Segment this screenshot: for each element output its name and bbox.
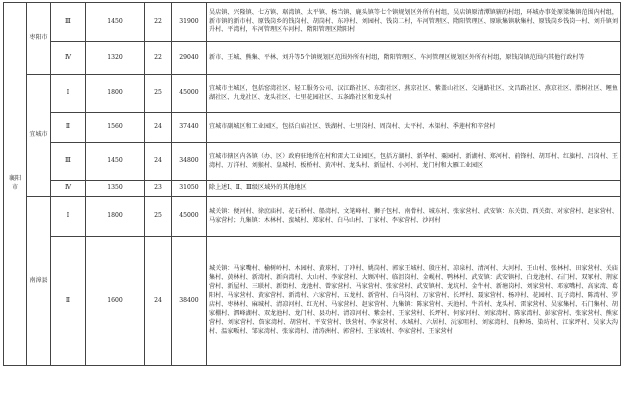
grade-cell: Ⅱ	[51, 113, 86, 143]
area-description-cell: 吴店镇、兴隆镇、七方镇、琚湾镇、太平镇、杨当镇、鹿头镇等七个镇规划区外所有村组，吴店镇原清潭镇辖的村组，环城办事处原梁集镇范围内村组，新市镇的新市村、原钱岗乡的钱岗村、胡岗村、东冲村、刘园村、钱岗二村，车河管理区、隋阳管理区、原耿集镇耿集村、原钱岗乡钱岗一村、刘升镇刘升村、平湾村，车河管理区车河村、隋阳管理区隋阳村	[207, 3, 621, 42]
price-cell: 1560	[86, 113, 145, 143]
table-row	[4, 42, 621, 75]
table-row	[4, 3, 621, 42]
area-description-cell: 新市、王城、熊集、平林、刘升等5个镇规划区范围外所有村组，隋阳管理区、车河管理区规划区外所有村组，原钱岗镇范围内其他行政村等	[207, 42, 621, 75]
grade-cell: Ⅳ	[51, 42, 86, 75]
years-cell: 24	[145, 113, 172, 143]
value-cell: 37440	[172, 113, 207, 143]
table-row	[4, 237, 621, 366]
county-name-cell: 宜城市	[27, 75, 51, 197]
value-cell: 34800	[172, 143, 207, 181]
grade-cell: Ⅲ	[51, 3, 86, 42]
area-description-cell: 城关镇：便河村、徐庶庙村、花石桥村、船湾村、文笔峰村、狮子包村、南骨村、城东村、张家营村、武安镇：东关街、西关街、对家营村、赵家营村、马家营村；九集镇：木林村、蛮城村、郑家村、白马山村、丁家村、李家营村、沙河村	[207, 197, 621, 237]
table-row	[4, 143, 621, 181]
area-description-cell: 宜城市副城区和工业园区，包括白庙社区、铁湖村、七里岗村、周岗村、太平村、木渠村、季莲村和辛营村	[207, 113, 621, 143]
price-cell: 1600	[86, 237, 145, 366]
price-cell: 1800	[86, 197, 145, 237]
grade-cell: Ⅳ	[51, 181, 86, 197]
area-description-cell: 城关镇：马家嘴村、榆树岭村、木园村、黄球村、丁冲村、姚岗村、郭家王城村、殷庄村、凉泉村、清河村、大河村、王山村、张林村、田家营村、关庙集村、黄林村、新湾村、新向湾村、大山村、李家营村、大顾冲村、临沮岗村、金岘村、鸭林村、武安镇：武安镇村、白龙池村、石门村、双冢村、荆家营村、新屋村、三联村、新街村、龙池村、曾家营村、马家营村、张家营村、武安镇村、龙坑村、金牛村、新塘岗村、刘家营村、邓家嘴村、高家湾、葛阳村、马家营村、黄家营村、新湾村、六家营村、五龙村、新营村、白马岗村、万家营村、长坪村、聂家营村、杨冲村、花园村、瓦子湾村、陈湾村、罗店村、枣林村、麻城村、清凉河村、红光村、马家营村、赵家营村、九集镇：陈家营村、天池村、牛首村、龙头村、雷家营村、吴家集村、石门集村、胡家棚村、泗峰湖村、双龙池村、龙门村、县功村、清凉河村、紫金村、王家营村、长坪村、何家河村、刘家湾村、陈家湾村、彭家营村、张家营村、熊家营村、刘家营村、詹家湾村、胡营村、平安营村、铁营村、李家营村、水城村、六居村、沅家咀村、刘家湾村、良种场、染坊村、江家坪村、吴家大沟村、温家畈村、邹家湾村、张家湾村、清涛洲村、郭营村、王家坡村、李家营村、王家营村	[207, 237, 621, 366]
table-body	[4, 3, 621, 366]
value-cell: 38400	[172, 237, 207, 366]
value-cell: 29040	[172, 42, 207, 75]
value-cell: 45000	[172, 197, 207, 237]
grade-cell: Ⅱ	[51, 237, 86, 366]
table-row	[4, 75, 621, 113]
years-cell: 25	[145, 75, 172, 113]
years-cell: 22	[145, 3, 172, 42]
value-cell: 45000	[172, 75, 207, 113]
years-cell: 22	[145, 42, 172, 75]
value-cell: 31900	[172, 3, 207, 42]
price-cell: 1320	[86, 42, 145, 75]
grade-cell: Ⅰ	[51, 75, 86, 113]
page	[3, 2, 621, 413]
price-cell: 1350	[86, 181, 145, 197]
table-row	[4, 181, 621, 197]
price-cell: 1450	[86, 143, 145, 181]
price-cell: 1800	[86, 75, 145, 113]
grade-cell: Ⅲ	[51, 143, 86, 181]
grade-cell: Ⅰ	[51, 197, 86, 237]
years-cell: 25	[145, 197, 172, 237]
city-name-cell: 襄阳市	[4, 3, 27, 366]
price-cell: 1450	[86, 3, 145, 42]
table-row	[4, 113, 621, 143]
years-cell: 23	[145, 181, 172, 197]
years-cell: 24	[145, 237, 172, 366]
area-description-cell: 除上述Ⅰ、Ⅱ、Ⅲ级区域外的其他地区	[207, 181, 621, 197]
table-row	[4, 197, 621, 237]
value-cell: 31050	[172, 181, 207, 197]
land-price-table	[3, 2, 621, 366]
area-description-cell: 宜城市辖区内各镇（办、区）政府驻地所在村和雷大工业园区，包括方湖村、新华村、粟园村、新湖村、郑河村、前锋村、胡耳村、红旗村、吕岗村、王湾村、万洋村、刘猴村、皇城村、板桥村、黄冲村、龙头村、新屋村、小河村、龙门村和大雁工业园区	[207, 143, 621, 181]
county-name-cell: 枣阳市	[27, 3, 51, 75]
area-description-cell: 宜城市主城区，包括窑湾社区、轻工服务公司、汉江路社区、东街社区、燕京社区、紫盖山社区、交通路社区、文昌路社区、燕京社区、腊树社区、鲤鱼湖社区、九龙社区、龙头社区、七里花园社区、五条路社区和龙头村	[207, 75, 621, 113]
years-cell: 24	[145, 143, 172, 181]
county-name-cell: 南漳县	[27, 197, 51, 366]
